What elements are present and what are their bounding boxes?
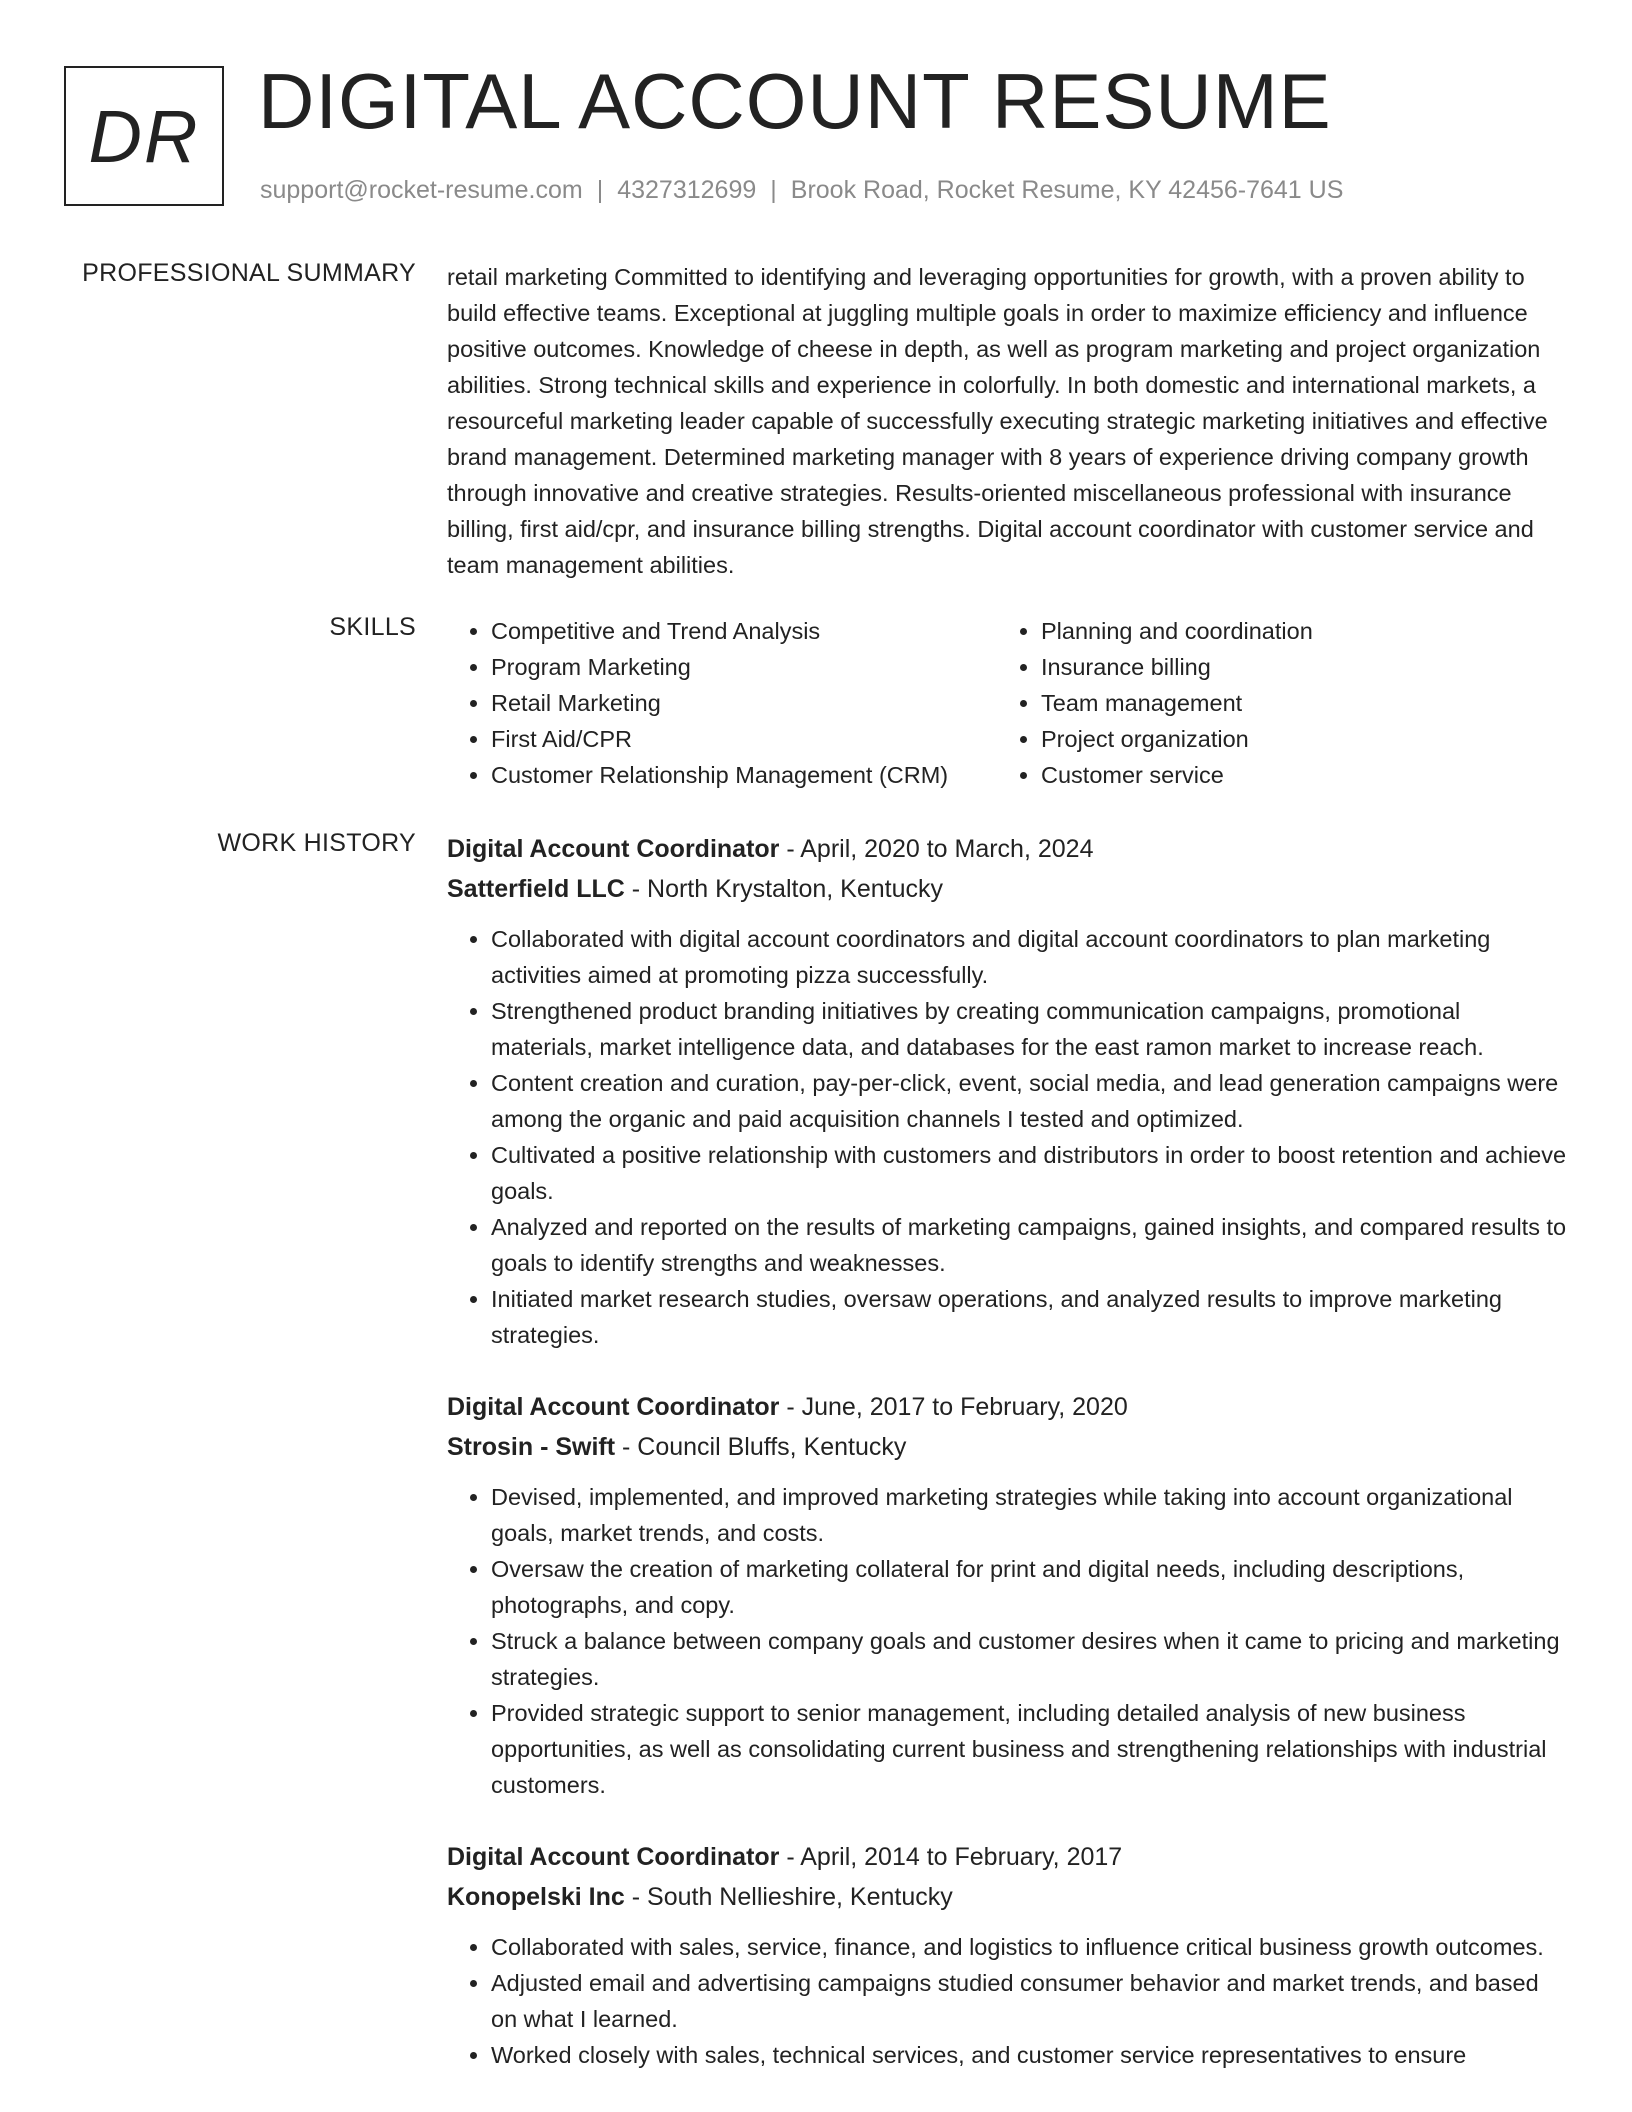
job-title-line [447, 1387, 1567, 1427]
skill-item: • Planning and coordination [1041, 613, 1547, 649]
summary-text: retail marketing Committed to identifying and leveraging opportunities for growth, with a proven ability to build effective teams. Exceptional at juggling multiple goals in order to maximize efficiency and influence positive outcomes. Knowledge of cheese in depth, as well as program marketing and project organization abilities. Strong technical skills and experience in colorfully. In both domestic and international markets, a resourceful marketing leader capable of successfully executing strategic marketing initiatives and effective brand management. Determined marketing manager with 8 years of experience driving company growth through innovative and creative strategies. Results-oriented miscellaneous professional with insurance billing, first aid/cpr, and insurance billing strengths. Digital account coordinator with customer service and team management abilities. [447, 264, 1548, 578]
section-label-summary: PROFESSIONAL SUMMARY [82, 259, 416, 287]
job-bullet-list [447, 921, 1567, 1353]
skill-item: • Project organization [1041, 721, 1547, 757]
job-title: Digital Account Coordinator [447, 835, 780, 863]
contact-phone[interactable]: 4327312699 [617, 176, 757, 204]
monogram-badge: DR [64, 66, 224, 206]
skill-item: • First Aid/CPR [491, 721, 997, 757]
job-company: Konopelski Inc [447, 1883, 625, 1911]
job-bullet: • Cultivated a positive relationship with customers and distributors in order to boost retention and achieve goals. [491, 1137, 1567, 1209]
work-body [447, 829, 1567, 2107]
job-bullet: • Analyzed and reported on the results of marketing campaigns, gained insights, and compared results to goals to identify strengths and weaknesses. [491, 1209, 1567, 1281]
contact-address: Brook Road, Rocket Resume, KY 42456-7641 US [790, 176, 1344, 204]
skill-item: • Retail Marketing [491, 685, 997, 721]
job-title-line [447, 829, 1567, 869]
section-label-skills: SKILLS [329, 613, 416, 641]
job-company: Strosin - Swift [447, 1433, 616, 1461]
skills-columns [447, 613, 1567, 793]
job-dates: - April, 2020 to March, 2024 [779, 835, 1094, 863]
skill-item: • Insurance billing [1041, 649, 1547, 685]
skill-item: • Customer service [1041, 757, 1547, 793]
skill-item: • Program Marketing [491, 649, 997, 685]
job-company: Satterfield LLC [447, 875, 625, 903]
job-dates: - June, 2017 to February, 2020 [779, 1393, 1128, 1421]
contact-email[interactable]: support@rocket-resume.com [260, 176, 583, 204]
job-title-line [447, 1837, 1567, 1877]
job-bullet-list [447, 1479, 1567, 1803]
contact-line [260, 176, 1343, 205]
job-location: - Council Bluffs, Kentucky [615, 1433, 907, 1461]
job-dates: - April, 2014 to February, 2017 [779, 1843, 1123, 1871]
job-bullet: • Adjusted email and advertising campaigns studied consumer behavior and market trends, and based on what I learned. [491, 1965, 1567, 2037]
job-entry [447, 1837, 1567, 2073]
skill-item: • Customer Relationship Management (CRM) [491, 757, 997, 793]
job-entry [447, 1387, 1567, 1803]
job-entry [447, 829, 1567, 1353]
job-bullet: • Oversaw the creation of marketing collateral for print and digital needs, including descriptions, photographs, and copy. [491, 1551, 1567, 1623]
job-bullet: • Strengthened product branding initiatives by creating communication campaigns, promotional materials, market intelligence data, and databases for the east ramon market to increase reach. [491, 993, 1567, 1065]
job-title: Digital Account Coordinator [447, 1393, 780, 1421]
skill-item: • Team management [1041, 685, 1547, 721]
summary-body [447, 259, 1567, 583]
job-bullet: • Initiated market research studies, oversaw operations, and analyzed results to improve marketing strategies. [491, 1281, 1567, 1353]
job-bullet: • Collaborated with sales, service, finance, and logistics to influence critical business growth outcomes. [491, 1929, 1567, 1965]
job-bullet: • Provided strategic support to senior management, including detailed analysis of new business opportunities, as well as consolidating current business and strengthening relationships with industrial customers. [491, 1695, 1567, 1803]
job-company-line [447, 1427, 1567, 1467]
skills-list-right [997, 613, 1547, 793]
job-bullet: • Content creation and curation, pay-per-click, event, social media, and lead generation campaigns were among the organic and paid acquisition channels I tested and optimized. [491, 1065, 1567, 1137]
job-bullet: • Struck a balance between company goals and customer desires when it came to pricing and marketing strategies. [491, 1623, 1567, 1695]
job-title: Digital Account Coordinator [447, 1843, 780, 1871]
contact-separator: | [770, 176, 777, 204]
contact-separator: | [596, 176, 604, 204]
job-bullet: • Devised, implemented, and improved marketing strategies while taking into account organizational goals, market trends, and costs. [491, 1479, 1567, 1551]
skills-body [447, 613, 1567, 793]
job-location: - North Krystalton, Kentucky [624, 875, 943, 903]
section-label-work: WORK HISTORY [217, 829, 416, 857]
job-bullet-list [447, 1929, 1567, 2073]
skill-item: • Competitive and Trend Analysis [491, 613, 997, 649]
job-company-line [447, 1877, 1567, 1917]
job-company-line [447, 869, 1567, 909]
resume-title: DIGITAL ACCOUNT RESUME [258, 57, 1332, 145]
job-bullet: • Worked closely with sales, technical services, and customer service representatives to ensure [491, 2037, 1567, 2073]
job-location: - South Nellieshire, Kentucky [624, 1883, 953, 1911]
skills-list-left [447, 613, 997, 793]
job-bullet: • Collaborated with digital account coordinators and digital account coordinators to plan marketing activities aimed at promoting pizza successfully. [491, 921, 1567, 993]
